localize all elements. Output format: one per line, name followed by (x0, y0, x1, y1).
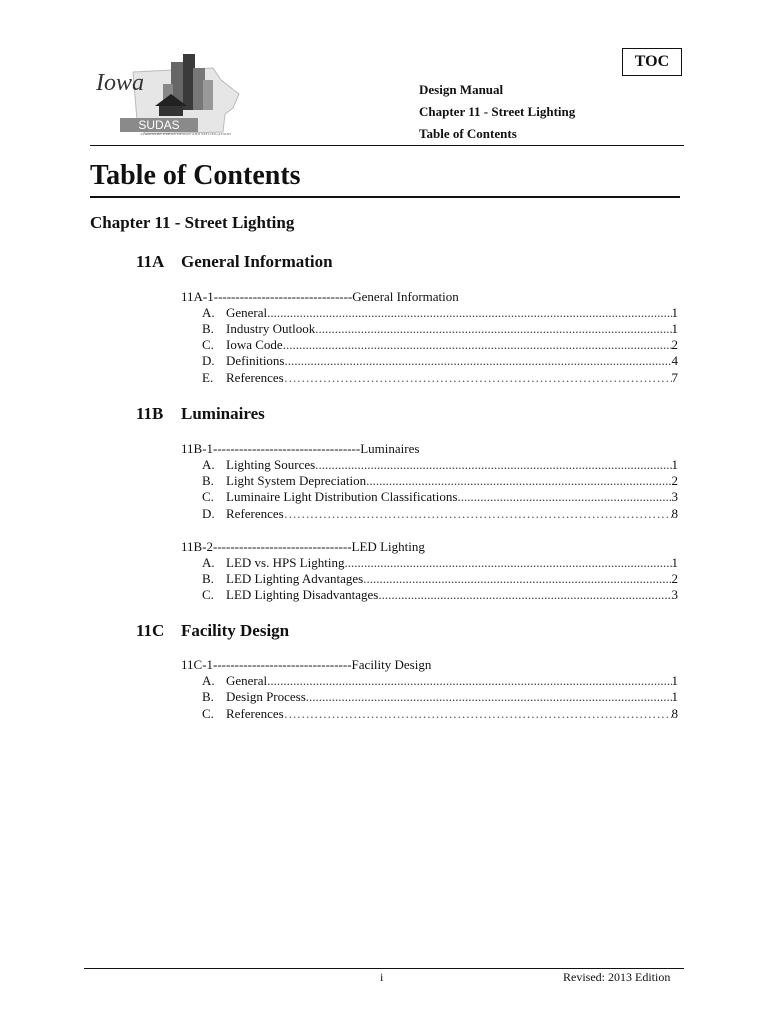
dot-leader (363, 571, 671, 587)
entry-letter: E. (202, 370, 214, 385)
dot-leader (284, 370, 672, 386)
entry-label: Luminaire Light Distribution Classifications (226, 489, 458, 504)
subsection-heading[interactable]: 11A-1--------------------------------General Information (181, 289, 459, 304)
dot-leader (457, 489, 671, 505)
entry-letter: C. (202, 587, 214, 602)
logo-brand-text: SUDAS (138, 118, 180, 132)
dot-leader (315, 321, 671, 337)
dot-leader (344, 555, 671, 571)
dot-leader (267, 673, 671, 689)
toc-entry[interactable] (202, 587, 678, 603)
entry-label: References (226, 706, 284, 721)
entry-label: Iowa Code (226, 337, 283, 352)
entry-letter: A. (202, 305, 215, 320)
entry-page: 2 (671, 337, 678, 352)
entry-letter: D. (202, 506, 215, 521)
subsection-heading[interactable]: 11C-1--------------------------------Facility Design (181, 657, 432, 672)
chapter-title: Chapter 11 - Street Lighting (90, 213, 295, 232)
entry-page: 8 (671, 706, 678, 721)
entry-page: 2 (671, 473, 678, 488)
entry-letter: B. (202, 571, 214, 586)
subsection-heading[interactable]: 11B-2--------------------------------LED Lighting (181, 539, 425, 554)
dot-leader (284, 506, 672, 522)
dot-leader (267, 305, 671, 321)
dot-leader (283, 337, 672, 353)
entry-page: 1 (671, 457, 678, 472)
dot-leader (378, 587, 671, 603)
entry-letter: C. (202, 337, 214, 352)
section-name: General Information (181, 252, 333, 271)
toc-entry[interactable] (202, 689, 678, 705)
header-divider (90, 145, 684, 146)
entry-letter: C. (202, 489, 214, 504)
entry-letter: A. (202, 457, 215, 472)
entry-page: 1 (671, 305, 678, 320)
toc-entry[interactable] (202, 571, 678, 587)
dot-leader (315, 457, 671, 473)
footer-page-number: i (380, 970, 384, 984)
entry-label: General (226, 305, 268, 320)
entry-letter: B. (202, 473, 214, 488)
entry-page: 1 (671, 555, 678, 570)
entry-page: 4 (671, 353, 678, 368)
toc-entry[interactable] (202, 321, 678, 337)
section-name: Luminaires (181, 404, 265, 423)
entry-letter: A. (202, 673, 215, 688)
entry-label: Definitions (226, 353, 285, 368)
entry-label: LED vs. HPS Lighting (226, 555, 345, 570)
entry-label: Light System Depreciation (226, 473, 367, 488)
page-title: Table of Contents (90, 160, 301, 191)
toc-badge[interactable]: TOC (622, 48, 682, 76)
entry-page: 3 (671, 489, 678, 504)
toc-entry[interactable] (202, 457, 678, 473)
entry-page: 7 (671, 370, 678, 385)
entry-page: 8 (671, 506, 678, 521)
entry-label: General (226, 673, 268, 688)
entry-label: Lighting Sources (226, 457, 316, 472)
section-code: 11A (136, 252, 165, 271)
entry-label: Design Process (226, 689, 306, 704)
section-name: Facility Design (181, 621, 290, 640)
header-section-name: Table of Contents (419, 126, 517, 141)
entry-letter: B. (202, 321, 214, 336)
section-code: 11B (136, 404, 164, 423)
subsection-heading[interactable]: 11B-1----------------------------------Luminaires (181, 441, 420, 456)
dot-leader (366, 473, 671, 489)
toc-entry[interactable] (202, 555, 678, 571)
dot-leader (285, 353, 672, 369)
entry-label: LED Lighting Disadvantages (226, 587, 379, 602)
toc-entry[interactable] (202, 305, 678, 321)
header-manual-name: Design Manual (419, 82, 504, 97)
entry-page: 1 (671, 689, 678, 704)
title-divider (90, 196, 680, 198)
toc-entry[interactable] (202, 673, 678, 689)
entry-page: 1 (671, 673, 678, 688)
entry-letter: C. (202, 706, 214, 721)
entry-page: 3 (671, 587, 678, 602)
toc-entry[interactable] (202, 489, 678, 505)
entry-page: 2 (671, 571, 678, 586)
footer-divider (84, 968, 684, 969)
toc-entry[interactable] (202, 506, 678, 522)
header-chapter-name: Chapter 11 - Street Lighting (419, 104, 576, 119)
toc-entry[interactable] (202, 353, 678, 369)
entry-label: References (226, 370, 284, 385)
dot-leader (284, 706, 672, 722)
entry-label: References (226, 506, 284, 521)
entry-letter: B. (202, 689, 214, 704)
toc-entry[interactable] (202, 337, 678, 353)
entry-label: LED Lighting Advantages (226, 571, 364, 586)
logo-script-text: Iowa (96, 70, 144, 96)
dot-leader (306, 689, 672, 705)
entry-letter: A. (202, 555, 215, 570)
entry-label: Industry Outlook (226, 321, 316, 336)
toc-entry[interactable] (202, 473, 678, 489)
iowa-sudas-logo (93, 50, 248, 142)
toc-entry[interactable] (202, 706, 678, 722)
footer-revision: Revised: 2013 Edition (563, 970, 671, 984)
logo-tagline: STATEWIDE URBAN DESIGN AND SPECIFICATIONS (140, 132, 232, 136)
toc-entry[interactable] (202, 370, 678, 386)
entry-page: 1 (671, 321, 678, 336)
section-code: 11C (136, 621, 165, 640)
entry-letter: D. (202, 353, 215, 368)
